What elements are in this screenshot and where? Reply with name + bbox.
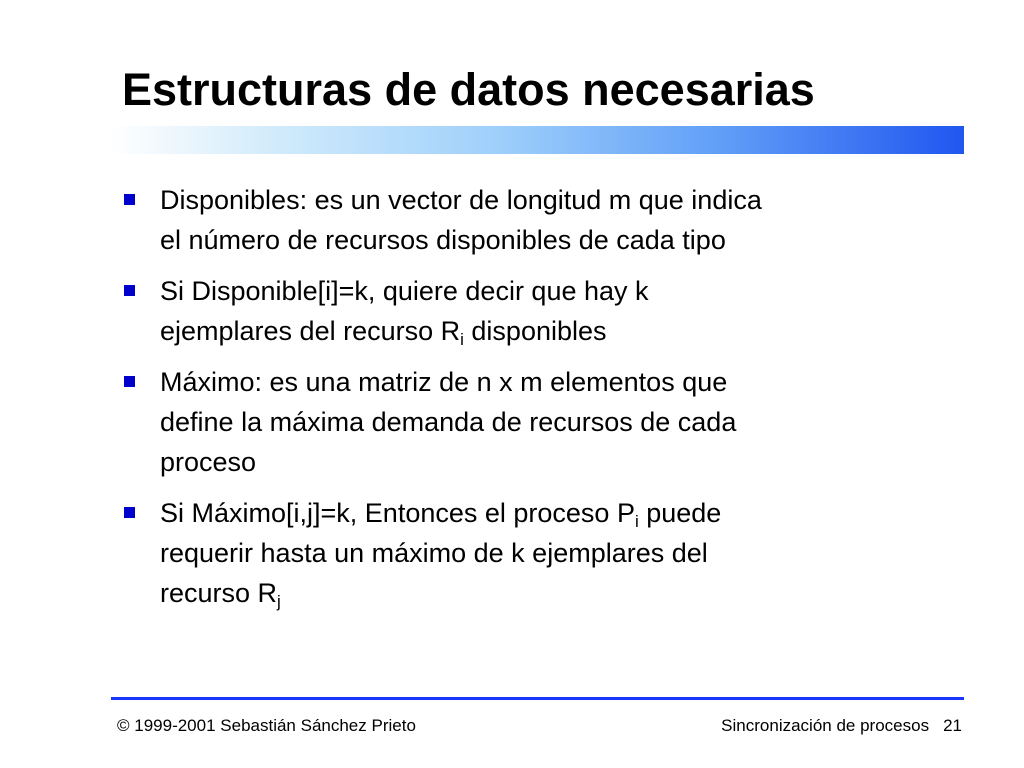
page-number: 21	[943, 716, 962, 735]
bullet-text: disponibles	[463, 316, 607, 346]
bullet-text: Si Máximo[i,j]=k, Entonces el proceso P	[160, 498, 635, 528]
title-gradient-bar	[111, 126, 964, 154]
footer-divider	[111, 697, 964, 700]
bullet-item-maximo-k	[120, 493, 940, 613]
subscript: i	[460, 330, 464, 349]
square-bullet-icon	[124, 376, 135, 387]
bullet-item-maximo	[120, 362, 940, 482]
footer-info	[721, 716, 962, 736]
bullet-item-disponible-k	[120, 271, 940, 351]
bullet-text: puede	[638, 498, 722, 528]
bullet-text: el número de recursos disponibles de cada tipo	[160, 225, 726, 255]
footer-section: Sincronización de procesos	[721, 716, 930, 735]
footer-copyright: © 1999-2001 Sebastián Sánchez Prieto	[117, 716, 416, 735]
bullet-text: recurso R	[160, 578, 278, 608]
subscript: j	[277, 592, 281, 611]
bullet-text: requerir hasta un máximo de k ejemplares del	[160, 538, 708, 568]
square-bullet-icon	[124, 285, 135, 296]
bullet-item-disponibles	[120, 180, 940, 260]
bullet-text: proceso	[160, 447, 257, 477]
bullet-text: Disponibles: es un vector de longitud m que indica	[160, 185, 762, 215]
square-bullet-icon	[124, 194, 135, 205]
subscript: i	[634, 512, 639, 531]
slide-title: Estructuras de datos necesarias	[122, 64, 815, 115]
square-bullet-icon	[124, 507, 135, 518]
bullet-text: define la máxima demanda de recursos de cada	[160, 407, 737, 437]
bullet-text: Máximo: es una matriz de n x m elementos que	[160, 367, 728, 397]
bullet-list	[120, 180, 940, 624]
bullet-text: Si Disponible[i]=k, quiere decir que hay k	[160, 276, 649, 306]
bullet-text: ejemplares del recurso R	[160, 316, 461, 346]
